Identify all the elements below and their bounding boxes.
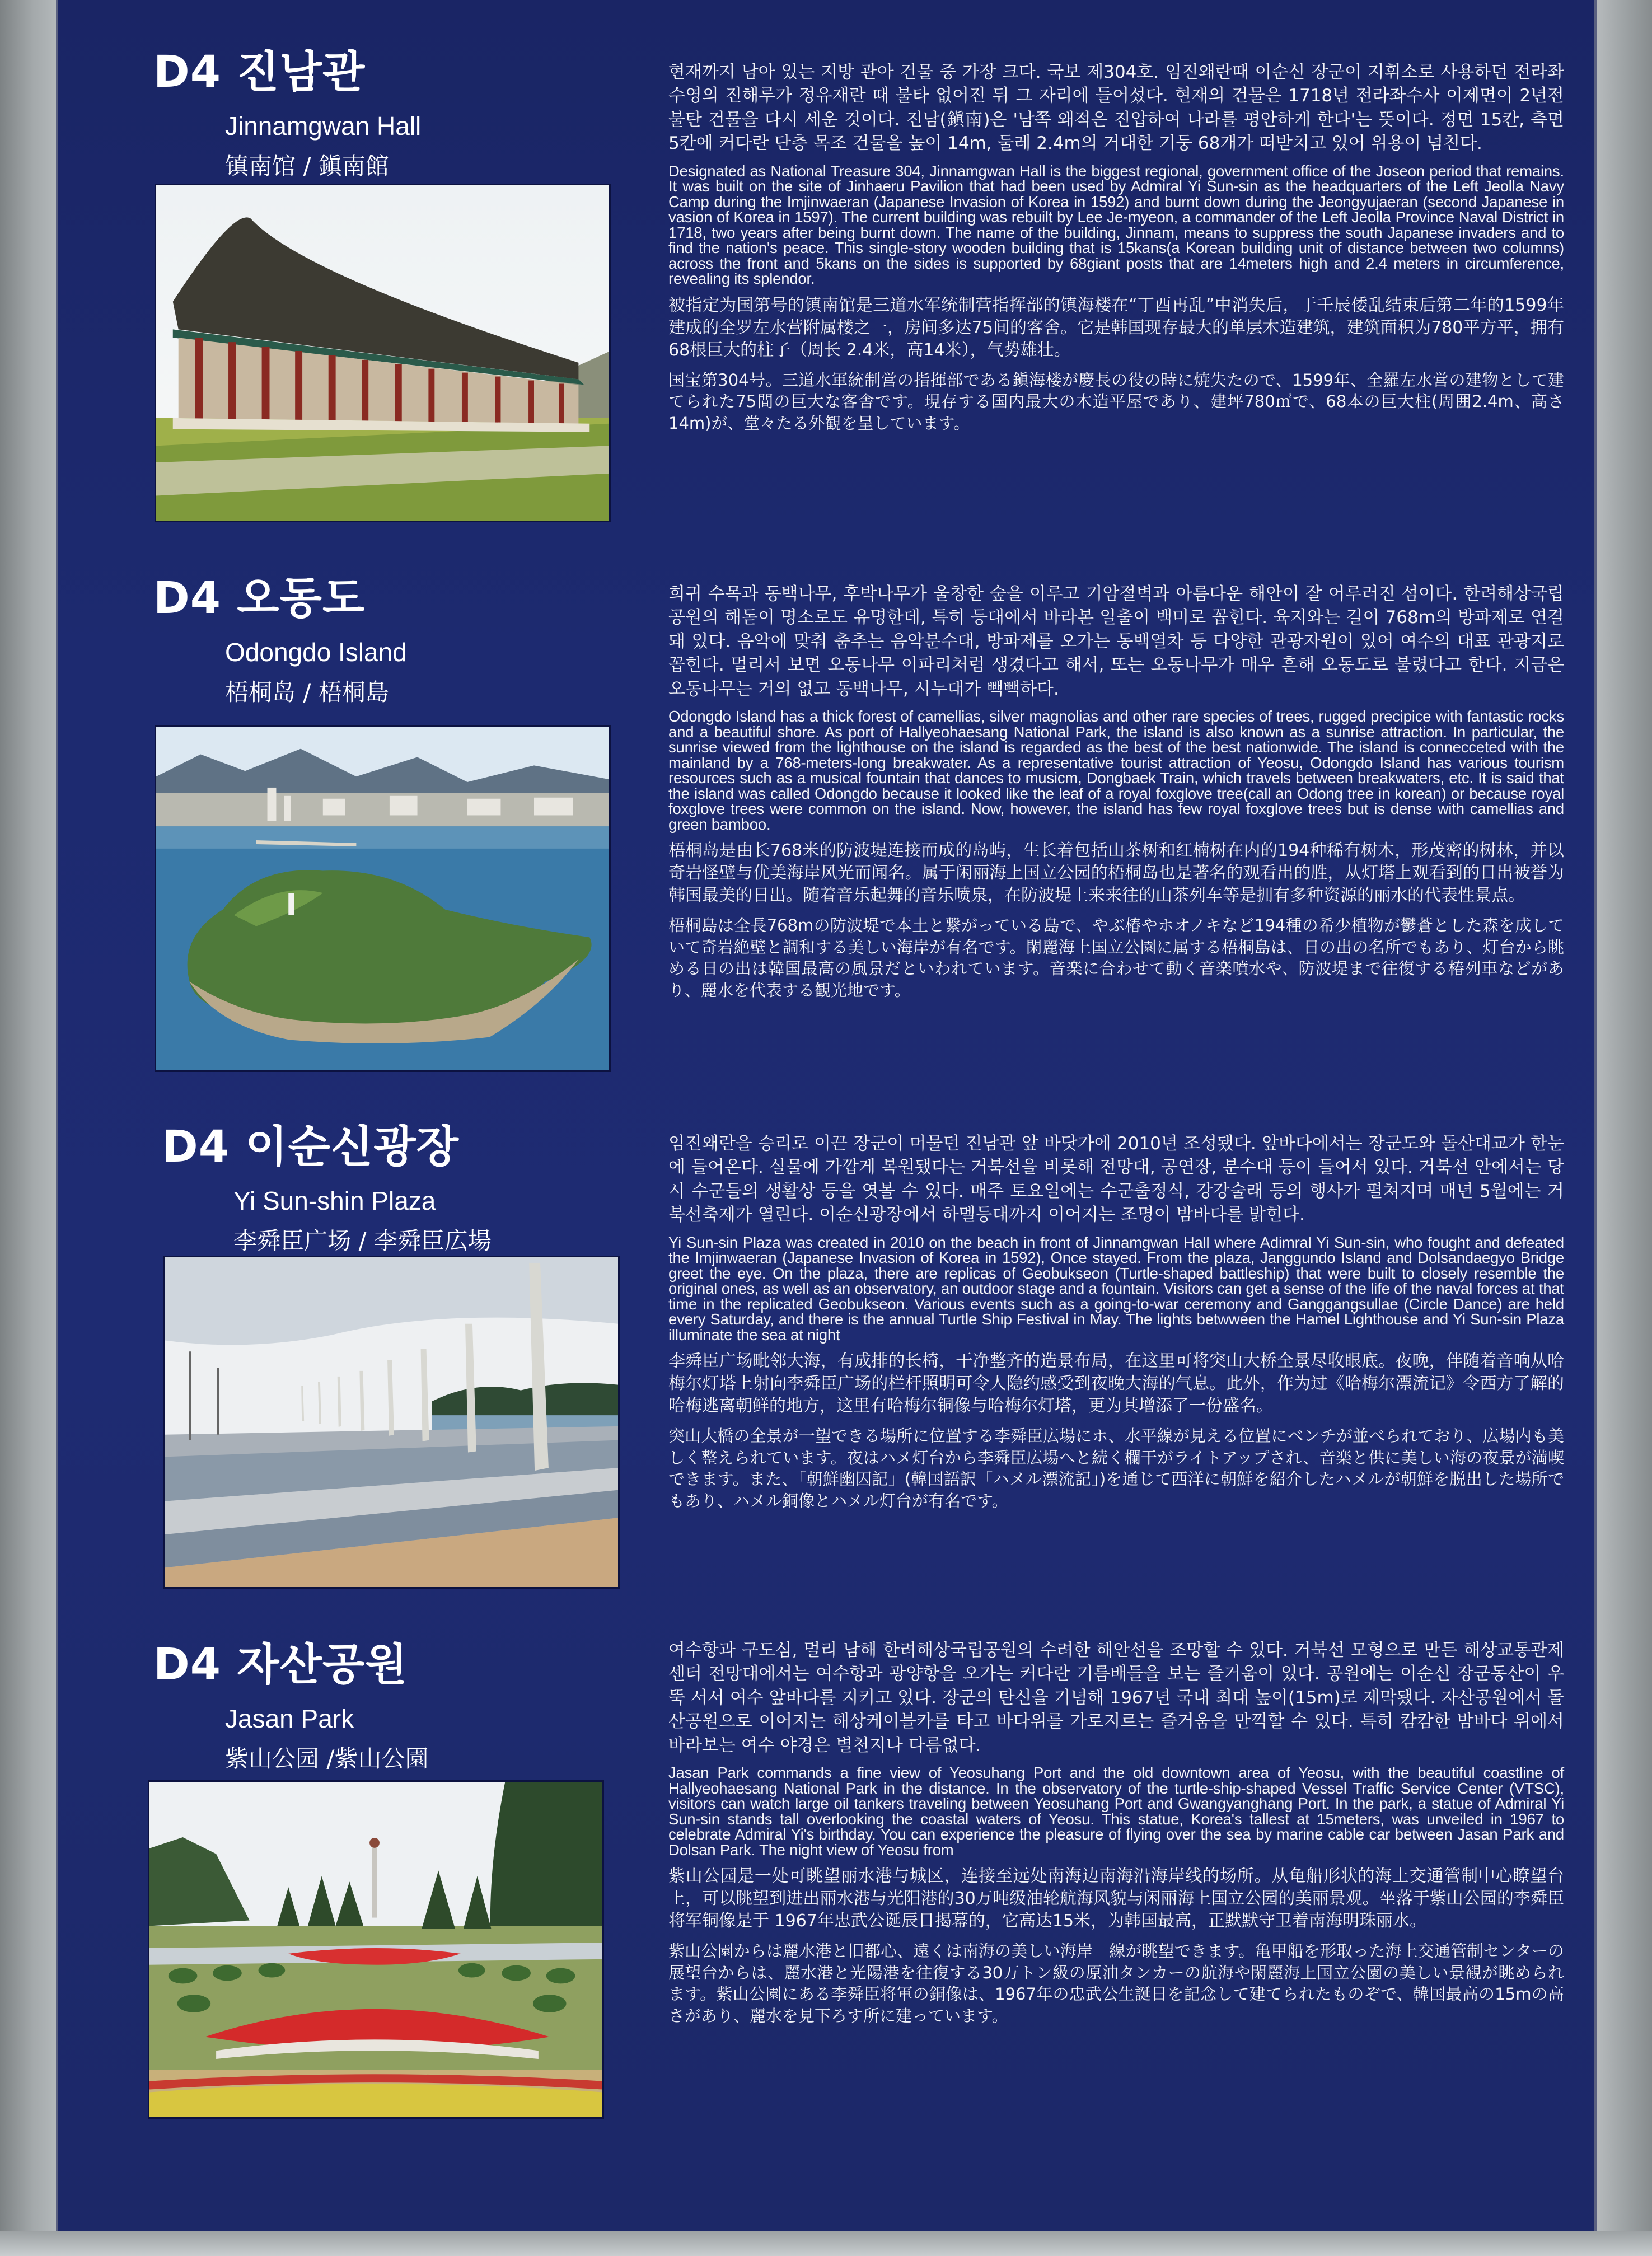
odongdo-island-photo xyxy=(155,725,611,1072)
wall-right xyxy=(1596,0,1652,2256)
section-heading xyxy=(153,47,422,181)
section-name-en: Odongdo Island xyxy=(225,638,407,667)
text-chinese: 李舜臣广场毗邻大海，有成排的长椅，干净整齐的造景布局，在这里可将突山大桥全景尽收眼底。夜晚，伴随着音响从哈梅尔灯塔上射向李舜臣广场的栏杆照明可令人隐约感受到夜晚大海的气息。此外，作为过《哈梅尔漂流记》令西方了解的哈梅逃离朝鲜的地方，这里有哈梅尔铜像与哈梅尔灯塔，更为其增添了一份盛名。 xyxy=(668,1351,1564,1416)
section-title: D4 자산공원 xyxy=(153,1640,408,1690)
section-name-en: Jinnamgwan Hall xyxy=(225,111,422,141)
section-name-cn: 李舜臣广场 / 李舜臣広場 xyxy=(233,1227,492,1255)
yi-sun-shin-plaza-photo xyxy=(163,1256,620,1589)
text-english: Jasan Park commands a fine view of Yeosuhang Port and the old downtown area of Yeosu, with the beautiful coastline of Hallyeohaesang National Park in the distance. In the observatory of the turtle-ship-shaped Vessel Traffic Service Center (VTSC), visitors can watch large oil tankers traveling between Yeosuhang Port and Gwangyanghang Port. In the park, a statue of Admiral Yi Sun-sin stands tall overlooking the coastal waters of Yeosu. This statue, Korea's tallest at 15meters, was unveiled in 1967 to celebrate Admiral Yi's birthday. You can experience the pleasure of flying over the sea by marine cable car between Jasan Park and Dolsan Park. The night view of Yeosu from xyxy=(668,1764,1564,1859)
text-korean: 현재까지 남아 있는 지방 관아 건물 중 가장 크다. 국보 제304호. 임진왜란때 이순신 장군이 지휘소로 사용하던 전라좌수영의 진해루가 정유재란 때 불타 없어진 뒤 그 자리에 들어섰다. 현재의 건물은 1718년 전라좌수사 이제면이 2년전 불탄 건물을 다시 세운 것이다. 진남(鎭南)은 '남쪽 왜적은 진압하여 나라를 평안하게 한다'는 뜻이다. 정면 15칸, 측면 5칸에 커다란 단층 목조 건물을 높이 14m, 둘레 2.4m의 거대한 기둥 68개가 떠받치고 있어 위용이 넘친다. xyxy=(668,62,1564,154)
section-texts xyxy=(668,1639,1564,2026)
text-japanese: 紫山公園からは麗水港と旧都心、遠くは南海の美しい海岸 線が眺望できます。亀甲船を形取った海上交通管制センターの展望台からは、麗水港と光陽港を往復する30万トン級の原油タンカーの航海や閑麗海上国立公園の美しい景観が眺められます。紫山公園にある李舜臣将軍の銅像は、1967年の忠武公生誕日を記念して建てられたものぞで、韓国最高の15mの高さがあり、麗水を見下ろす所に建っています。 xyxy=(668,1941,1564,2025)
text-chinese: 梧桐岛是由长768米的防波堤连接而成的岛屿，生长着包括山茶树和红楠树在内的194种稀有树木，形茂密的树林，并以奇岩怪壁与优美海岸风光而闻名。属于闲丽海上国立公园的梧桐岛也是著名的观看出的胜，从灯塔上观看到的日出被誉为韩国最美的日出。随着音乐起舞的音乐喷泉，在防波堤上来来往的山茶列车等是拥有多种资源的丽水的代表性景点。 xyxy=(668,841,1564,906)
section-heading xyxy=(162,1122,492,1256)
text-english: Odongdo Island has a thick forest of camellias, silver magnolias and other rare species of trees, rugged precipice with fantastic rocks and a beautiful shore. As port of Hallyeohaesang National Park, the island is also known as a sunrise attraction. In particular, the sunrise viewed from the lighthouse on the island is regarded as the best of the best nationwide. The island is connecceted with the mainland by a 768-meters-long breakwater. As a representative tourist attraction of Yeosu, Odongdo Island has various tourism resources such as a musical fountain that dances to musicm, Dongbaek Train, which travels between breakwaters, etc. It is said that the island was called Odongdo because it looked like the leaf of a royal foxglove tree(call an Odong tree in korean) or because royal foxglove trees were common on the island. Now, however, the island has few royal foxglove trees but is dense with camellias and green bamboo. xyxy=(668,708,1564,833)
text-english: Designated as National Treasure 304, Jinnamgwan Hall is the biggest regional, government office of the Joseon period that remains. It was built on the site of Jinhaeru Pavilion that had been used by Admiral Yi Sun-sin as the headquarters of the Left Jeolla Navy Camp during the Imjinwaeran (Japanese Invasion of Korea in 1592) and burnt down during the Jeongyujaeran (second Japanese in vasion of Korea in 1597). The current building was rebuilt by Lee Je-myeon, a commander of the Left Jeolla Province Naval District in 1718, two years after being burnt down. The name of the building, Jinnam, means to suppress the south Japanese invaders and to find the nation's peace. This single-story wooden building that is 15kans(a Korean building unit of distance between two columns) across the front and 5kans on the sides is supported by 68giant posts that are 14meters high and 2.4 meters in circumference, revealing its splendor. xyxy=(668,162,1564,288)
jasan-park-photo xyxy=(148,1780,604,2119)
wall-bottom xyxy=(0,2231,1652,2256)
text-korean: 희귀 수목과 동백나무, 후박나무가 울창한 숲을 이루고 기암절벽과 아름다운 해안이 잘 어루러진 섬이다. 한려해상국립공원의 해돋이 명소로도 유명한데, 특히 등대에서 바라본 일출이 백미로 꼽힌다. 육지와는 길이 768m의 방파제로 연결돼 있다. 음악에 맞춰 춤추는 음악분수대, 방파제를 오가는 동백열차 등 다양한 관광자원이 있어 여수의 대표 관광지로 꼽힌다. 멀리서 보면 오동나무 이파리처럼 생겼다고 해서, 또는 오동나무가 매우 흔해 오동도로 불렸다고 한다. 지금은 오동나무는 거의 없고 동백나무, 시누대가 빽빽하다. xyxy=(668,584,1564,699)
text-japanese: 国宝第304号。三道水軍統制営の指揮部である鎭海楼が慶長の役の時に焼失たので、1599年、全羅左水営の建物として建てられた75間の巨大な客舎です。現存する国内最大の木造平屋であり、建坪780㎡で、68本の巨大柱(周囲2.4m、高さ14m)が、堂々たる外観を呈しています。 xyxy=(668,370,1564,433)
text-chinese: 被指定为国第号的镇南馆是三道水军统制营指挥部的镇海楼在“丁酉再乱”中消失后，于壬辰倭乱结束后第二年的1599年建成的全罗左水营附属楼之一，房间多达75间的客舍。它是韩国现存最大的单层木造建筑，建筑面积为780平方平，拥有68根巨大的柱子（周长 2.4米，高14米），气势雄壮。 xyxy=(668,295,1564,360)
section-name-cn: 镇南馆 / 鎭南館 xyxy=(225,152,389,180)
text-english: Yi Sun-sin Plaza was created in 2010 on the beach in front of Jinnamgwan Hall where Adimral Yi Sun-sin, who fought and defeated the Imjinwaeran (Japanese Invasion of Korea in 1592), Once stayed. From the plaza, Janggundo Island and Dolsandaegyo Bridge greet the eye. On the plaza, there are replicas of Geobukseon (Turtle-shaped battleship) that were built to closely resemble the original ones, as well as an observatory, an outdoor stage and a fountain. Visitors can get a sense of the life of the naval forces at that time in the replicated Geobukseon. Various events such as a going-to-war ceremony and Ganggangsullae (Circle Dance) are held every Saturday, and there is the annual Turtle Ship Festival in May. The lights betwween the Hamel Lighthouse and Yi Sun-sin Plaza illuminate the sea at night xyxy=(668,1233,1564,1344)
section-title: D4 오동도 xyxy=(153,573,366,624)
section-name-en: Jasan Park xyxy=(225,1704,354,1733)
text-korean: 여수항과 구도심, 멀리 남해 한려해상국립공원의 수려한 해안선을 조망할 수 있다. 거북선 모형으로 만든 해상교통관제센터 전망대에서는 여수항과 광양항을 오가는 커다란 기름배들을 보는 즐거움이 있다. 공원에는 이순신 장군동산이 우뚝 서서 여수 앞바다를 지키고 있다. 장군의 탄신을 기념해 1967년 국내 최대 높이(15m)로 제막됐다. 자산공원에서 돌산공원으로 이어지는 해상케이블카를 타고 바다위를 가로지르는 즐거움을 만끽할 수 있다. 특히 캄캄한 밤바다 위에서 바라보는 여수 야경은 별천지나 다름없다. xyxy=(668,1640,1564,1756)
section-name-cn: 紫山公园 /紫山公園 xyxy=(225,1745,429,1772)
section-name-en: Yi Sun-shin Plaza xyxy=(233,1186,436,1215)
information-board xyxy=(56,0,1597,2231)
section-name-cn: 梧桐岛 / 梧桐島 xyxy=(225,678,389,706)
jinnamgwan-hall-photo xyxy=(155,184,611,522)
wall-left xyxy=(0,0,56,2256)
section-title: D4 진남관 xyxy=(153,47,366,97)
section-texts xyxy=(668,60,1564,434)
section-texts xyxy=(668,582,1564,1001)
section-heading xyxy=(153,573,407,708)
text-korean: 임진왜란을 승리로 이끈 장군이 머물던 진남관 앞 바닷가에 2010년 조성됐다. 앞바다에서는 장군도와 돌산대교가 한눈에 들어온다. 실물에 가깝게 복원됐다는 거북선을 비롯해 전망대, 공연장, 분수대 등이 들어서 있다. 거북선 안에서는 당시 수군들의 생활상 등을 엿볼 수 있다. 매주 토요일에는 수군출정식, 강강술래 등의 행사가 펼쳐지며 매년 5월에는 거북선축제가 열린다. 이순신광장에서 하멜등대까지 이어지는 조명이 밤바다를 밝힌다. xyxy=(668,1134,1564,1225)
text-japanese: 突山大橋の全景が一望できる場所に位置する李舜臣広場にホ、水平線が見える位置にベンチが並べられており、広場内も美しく整えられています。夜はハメ灯台から李舜臣広場へと続く欄干がライトアップされ、音楽と供に美しい海の夜景が満喫できます。また、「朝鮮幽囚記」(韓国語訳「ハメル漂流記」)を通じて西洋に朝鮮を紹介したハメルが朝鮮を脱出した場所でもあり、ハメル銅像とハメル灯台が有名です。 xyxy=(668,1426,1564,1510)
section-title: D4 이순신광장 xyxy=(162,1122,459,1172)
text-chinese: 紫山公园是一处可眺望丽水港与城区，连接至远处南海边南海沿海岸线的场所。从龟船形状的海上交通管制中心瞭望台上，可以眺望到进出丽水港与光阳港的30万吨级油轮航海风貌与闲丽海上国立公园的美丽景观。坐落于紫山公园的李舜臣将军铜像是于 1967年忠武公诞辰日揭幕的，它高达15米，为韩国最高，正默默守卫着南海明珠丽水。 xyxy=(668,1866,1564,1931)
section-heading xyxy=(153,1640,429,1774)
text-japanese: 梧桐島は全長768mの防波堤で本土と繋がっている島で、やぶ椿やホオノキなど194種の希少植物が鬱蒼とした森を成していて奇岩絶壁と調和する美しい海岸が有名です。閑麗海上国立公園に属する梧桐島は、日の出の名所でもあり、灯台から眺める日の出は韓国最高の風景だといわれています。音楽に合わせて動く音楽噴水や、防波堤まで往復する椿列車などがあり、麗水を代表する観光地です。 xyxy=(668,916,1564,1000)
section-texts xyxy=(668,1132,1564,1511)
